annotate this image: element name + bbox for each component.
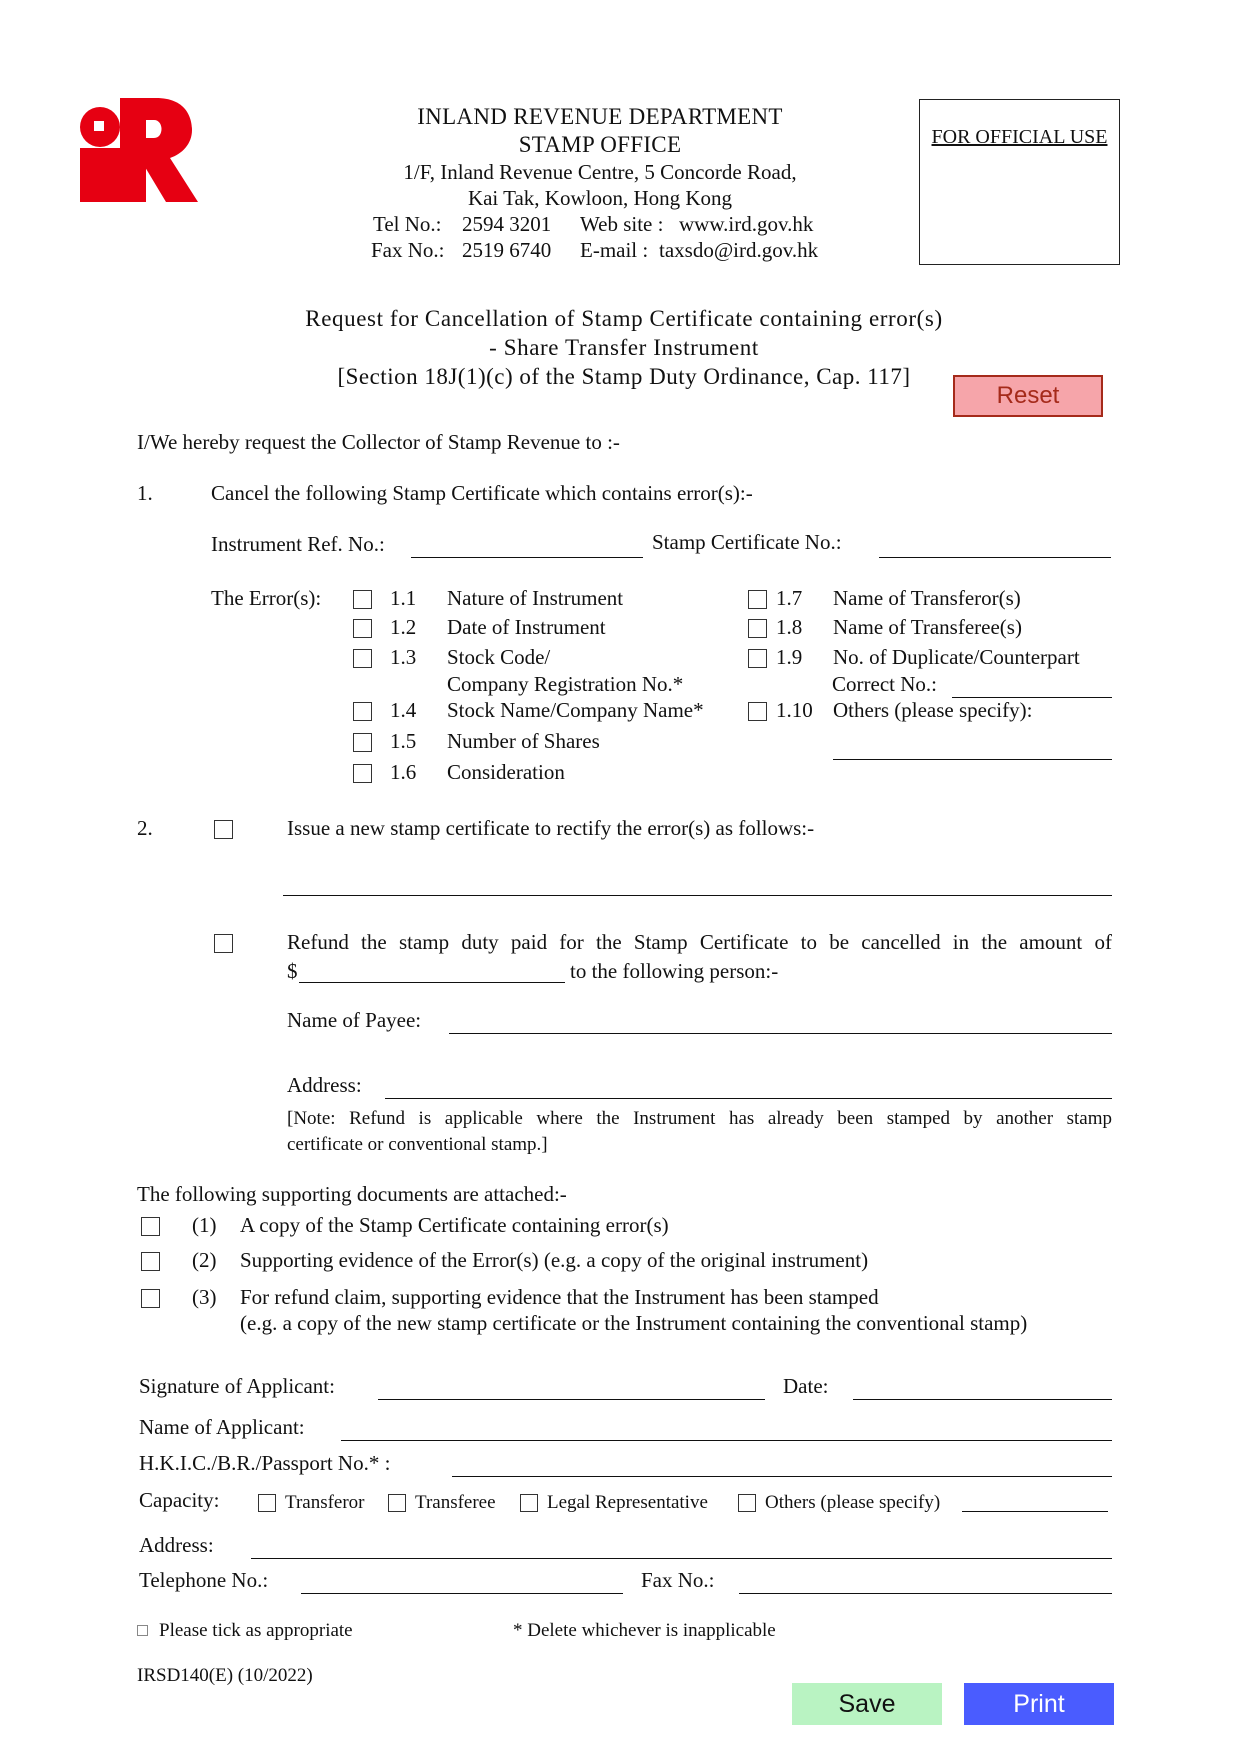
capacity-legal-rep-checkbox[interactable] — [520, 1494, 538, 1512]
error-1-10-number: 1.10 — [776, 698, 813, 722]
web-label: Web site : — [580, 212, 664, 236]
capacity-transferee-label: Transferee — [415, 1492, 496, 1513]
ird-logo — [80, 98, 200, 202]
error-1-3-label-1: Stock Code/ — [447, 645, 551, 669]
error-1-4-number: 1.4 — [390, 698, 417, 722]
id-number-field[interactable] — [452, 1476, 1112, 1477]
email-label: E-mail : — [580, 238, 649, 262]
applicant-fax-label: Fax No.: — [641, 1568, 715, 1592]
office-address-1: 1/F, Inland Revenue Centre, 5 Concorde Road, — [403, 160, 797, 184]
doc-3-checkbox[interactable] — [141, 1289, 160, 1308]
fax-number: 2519 6740 — [462, 238, 552, 262]
intro-text: I/We hereby request the Collector of Stamp Revenue to :- — [137, 430, 620, 454]
doc-1-checkbox[interactable] — [141, 1217, 160, 1236]
error-1-8-label: Name of Transferee(s) — [833, 615, 1022, 639]
error-1-10-checkbox[interactable] — [748, 702, 767, 721]
error-1-5-number: 1.5 — [390, 729, 417, 753]
date-field[interactable] — [853, 1399, 1112, 1400]
office-name: STAMP OFFICE — [518, 132, 682, 157]
email-address: taxsdo@ird.gov.hk — [659, 238, 819, 262]
capacity-transferee-checkbox[interactable] — [388, 1494, 406, 1512]
error-1-5-label: Number of Shares — [447, 729, 600, 753]
doc-2-number: (2) — [192, 1248, 217, 1272]
capacity-transferor-checkbox[interactable] — [258, 1494, 276, 1512]
applicant-name-label: Name of Applicant: — [139, 1415, 305, 1439]
fax-label: Fax No.: — [371, 238, 445, 262]
doc-1-number: (1) — [192, 1213, 217, 1237]
web-url: www.ird.gov.hk — [679, 212, 814, 236]
docs-intro: The following supporting documents are attached:- — [137, 1182, 567, 1206]
doc-1-text: A copy of the Stamp Certificate containing error(s) — [240, 1213, 669, 1237]
error-1-4-checkbox[interactable] — [353, 702, 372, 721]
capacity-others-checkbox[interactable] — [738, 1494, 756, 1512]
tel-number: 2594 3201 — [462, 212, 552, 236]
error-1-3-number: 1.3 — [390, 645, 417, 669]
applicant-tel-field[interactable] — [301, 1593, 623, 1594]
signature-field[interactable] — [378, 1399, 765, 1400]
error-1-7-label: Name of Transferor(s) — [833, 586, 1021, 610]
others-specify-field[interactable] — [833, 759, 1112, 760]
applicant-fax-field[interactable] — [739, 1593, 1112, 1594]
error-1-5-checkbox[interactable] — [353, 733, 372, 752]
payee-label: Name of Payee: — [287, 1008, 422, 1032]
issue-new-cert-checkbox[interactable] — [214, 820, 233, 839]
applicant-tel-label: Telephone No.: — [139, 1568, 269, 1592]
applicant-address-field[interactable] — [251, 1558, 1112, 1559]
payee-field[interactable] — [449, 1033, 1112, 1034]
issue-new-cert-text: Issue a new stamp certificate to rectify the error(s) as follows:- — [287, 816, 815, 840]
date-label: Date: — [783, 1374, 829, 1398]
rectify-details-field[interactable] — [283, 895, 1112, 896]
instrument-ref-field[interactable] — [411, 557, 643, 558]
error-1-4-label: Stock Name/Company Name* — [447, 698, 704, 722]
payee-address-field[interactable] — [385, 1098, 1112, 1099]
dept-name: INLAND REVENUE DEPARTMENT — [417, 104, 783, 129]
section-1-text: Cancel the following Stamp Certificate which contains error(s):- — [211, 481, 753, 505]
error-1-8-number: 1.8 — [776, 615, 803, 639]
error-1-9-checkbox[interactable] — [748, 649, 767, 668]
tick-legend-checkbox-icon — [137, 1625, 148, 1636]
doc-3-text-2: (e.g. a copy of the new stamp certificate or the Instrument containing the conventional stamp) — [240, 1311, 1028, 1335]
instrument-ref-label: Instrument Ref. No.: — [211, 532, 385, 556]
refund-note-2: certificate or conventional stamp.] — [287, 1134, 548, 1155]
capacity-others-field[interactable] — [962, 1511, 1108, 1512]
error-1-7-checkbox[interactable] — [748, 590, 767, 609]
tick-note: Please tick as appropriate — [159, 1620, 353, 1641]
refund-checkbox[interactable] — [214, 934, 233, 953]
error-1-10-label: Others (please specify): — [833, 698, 1033, 722]
official-use-box — [919, 99, 1120, 265]
error-1-6-label: Consideration — [447, 760, 565, 784]
form-title-1: Request for Cancellation of Stamp Certificate containing error(s) — [305, 306, 943, 331]
save-button[interactable]: Save — [792, 1683, 942, 1725]
form-code: IRSD140(E) (10/2022) — [137, 1665, 313, 1686]
capacity-others-label: Others (please specify) — [765, 1492, 941, 1513]
error-1-3-label-2: Company Registration No.* — [447, 672, 684, 696]
error-1-1-label: Nature of Instrument — [447, 586, 624, 610]
doc-2-checkbox[interactable] — [141, 1252, 160, 1271]
correct-no-label: Correct No.: — [832, 672, 937, 696]
error-1-9-label: No. of Duplicate/Counterpart — [833, 645, 1080, 669]
refund-text-1: Refund the stamp duty paid for the Stamp Certificate to be cancelled in the amount of — [287, 930, 1112, 954]
refund-note-1: [Note: Refund is applicable where the Instrument has already been stamped by another stamp — [287, 1108, 1112, 1129]
official-use-label: FOR OFFICIAL USE — [931, 126, 1108, 148]
error-1-8-checkbox[interactable] — [748, 619, 767, 638]
capacity-legal-rep-label: Legal Representative — [547, 1492, 708, 1513]
error-1-1-checkbox[interactable] — [353, 590, 372, 609]
section-1-number: 1. — [137, 481, 153, 505]
doc-3-text-1: For refund claim, supporting evidence that the Instrument has been stamped — [240, 1285, 879, 1309]
stamp-cert-label: Stamp Certificate No.: — [652, 530, 842, 554]
error-1-6-number: 1.6 — [390, 760, 417, 784]
refund-amount-field[interactable] — [299, 982, 565, 983]
doc-3-number: (3) — [192, 1285, 217, 1309]
signature-label: Signature of Applicant: — [139, 1374, 335, 1398]
payee-address-label: Address: — [287, 1073, 362, 1097]
refund-dollar-sign: $ — [287, 959, 298, 983]
capacity-label: Capacity: — [139, 1488, 220, 1512]
applicant-address-label: Address: — [139, 1533, 214, 1557]
error-1-2-number: 1.2 — [390, 615, 417, 639]
error-1-9-number: 1.9 — [776, 645, 803, 669]
errors-label: The Error(s): — [211, 586, 322, 610]
error-1-7-number: 1.7 — [776, 586, 803, 610]
office-address-2: Kai Tak, Kowloon, Hong Kong — [467, 186, 733, 210]
tel-label: Tel No.: — [373, 212, 442, 236]
stamp-cert-field[interactable] — [879, 557, 1111, 558]
applicant-name-field[interactable] — [341, 1440, 1112, 1441]
error-1-2-label: Date of Instrument — [447, 615, 606, 639]
delete-note: * Delete whichever is inapplicable — [513, 1620, 776, 1641]
refund-text-2: to the following person:- — [570, 959, 779, 983]
print-button[interactable]: Print — [964, 1683, 1114, 1725]
error-1-6-checkbox[interactable] — [353, 764, 372, 783]
error-1-3-checkbox[interactable] — [353, 649, 372, 668]
error-1-2-checkbox[interactable] — [353, 619, 372, 638]
form-title-2: - Share Transfer Instrument — [489, 335, 759, 360]
doc-2-text: Supporting evidence of the Error(s) (e.g. a copy of the original instrument) — [240, 1248, 869, 1272]
capacity-transferor-label: Transferor — [285, 1492, 365, 1513]
reset-button[interactable]: Reset — [953, 375, 1103, 417]
form-title-3: [Section 18J(1)(c) of the Stamp Duty Ordinance, Cap. 117] — [337, 364, 911, 389]
id-number-label: H.K.I.C./B.R./Passport No.* : — [139, 1451, 391, 1475]
section-2-number: 2. — [137, 816, 153, 840]
error-1-1-number: 1.1 — [390, 586, 417, 610]
